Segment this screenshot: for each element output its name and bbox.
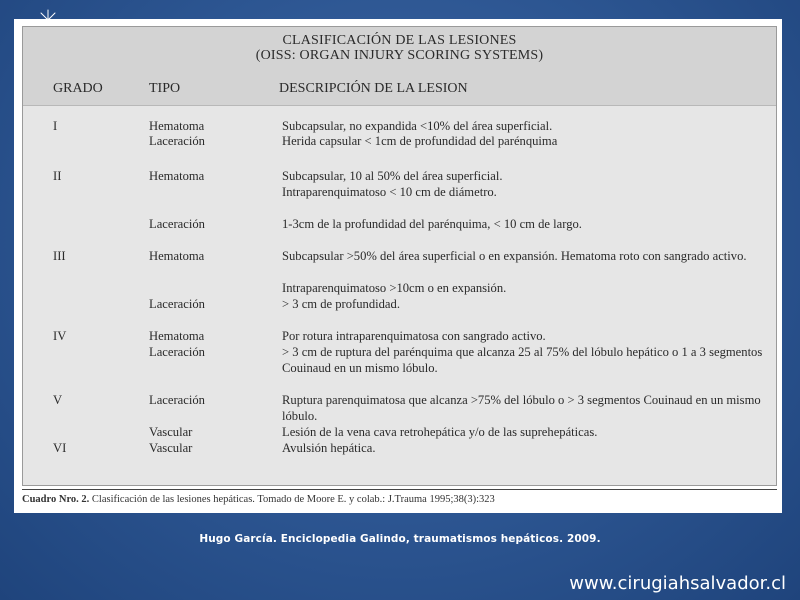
cell-descripcion: Subcapsular >50% del área superficial o en expansión. Hematoma roto con sangrado activo. xyxy=(282,249,747,263)
cell-grado: VI xyxy=(53,441,67,455)
classification-table xyxy=(22,26,777,486)
cell-tipo: Hematoma xyxy=(149,119,205,133)
cell-descripcion: Subcapsular, no expandida <10% del área superficial. xyxy=(282,119,553,133)
cell-grado: I xyxy=(53,119,58,133)
table-header xyxy=(23,27,776,106)
cell-descripcion: Avulsión hepática. xyxy=(282,441,376,455)
column-header-tipo: TIPO xyxy=(149,81,181,96)
caption-divider xyxy=(22,489,777,490)
cell-tipo: Laceración xyxy=(149,217,205,231)
cell-tipo: Hematoma xyxy=(149,169,205,183)
cell-tipo: Laceración xyxy=(149,345,205,359)
cell-tipo: Laceración xyxy=(149,134,205,148)
cell-descripcion: 1-3cm de la profundidad del parénquima, < 10 cm de largo. xyxy=(282,217,582,231)
cell-tipo: Hematoma xyxy=(149,329,205,343)
cell-descripcion: Por rotura intraparenquimatosa con sangrado activo. xyxy=(282,329,546,343)
column-header-grado: GRADO xyxy=(53,81,103,96)
cell-descripcion: Herida capsular < 1cm de profundidad del parénquima xyxy=(282,134,558,148)
cell-descripcion: > 3 cm de profundidad. xyxy=(282,297,400,311)
table-caption xyxy=(22,494,782,505)
caption-text: Clasificación de las lesiones hepáticas. Tomado de Moore E. y colab.: J.Trauma 1995;38(3):323 xyxy=(91,494,495,505)
cell-grado: IV xyxy=(53,329,67,343)
cell-descripcion: Subcapsular, 10 al 50% del área superficial. xyxy=(282,169,503,183)
cell-grado: V xyxy=(53,393,63,407)
slide-card xyxy=(14,19,782,513)
cell-tipo: Hematoma xyxy=(149,249,205,263)
table-title: CLASIFICACIÓN DE LAS LESIONES xyxy=(282,33,517,48)
cell-descripcion: Intraparenquimatoso < 10 cm de diámetro. xyxy=(282,185,497,199)
website-url: www.cirugiahsalvador.cl xyxy=(569,573,786,594)
cell-tipo: Laceración xyxy=(149,297,205,311)
cell-tipo: Vascular xyxy=(149,441,193,455)
cell-tipo: Laceración xyxy=(149,393,205,407)
column-header-descripcion: DESCRIPCIÓN DE LA LESION xyxy=(279,81,468,96)
cell-descripcion: Intraparenquimatoso >10cm o en expansión. xyxy=(282,281,507,295)
cell-grado: III xyxy=(53,249,66,263)
caption-label: Cuadro Nro. 2. xyxy=(22,494,90,505)
cell-descripcion: > 3 cm de ruptura del parénquima que alcanza 25 al 75% del lóbulo hepático o 1 a 3 segmentos Couinaud en un mismo lóbulo. xyxy=(282,345,763,375)
table-subtitle: (OISS: ORGAN INJURY SCORING SYSTEMS) xyxy=(255,48,544,63)
cell-grado: II xyxy=(53,169,62,183)
cell-descripcion: Ruptura parenquimatosa que alcanza >75% del lóbulo o > 3 segmentos Couinaud en un mismo lóbulo. xyxy=(282,393,761,423)
source-citation: Hugo García. Enciclopedia Galindo, traumatismos hepáticos. 2009. xyxy=(199,533,601,545)
cell-descripcion: Lesión de la vena cava retrohepática y/o de las suprehepáticas. xyxy=(282,425,598,439)
cell-tipo: Vascular xyxy=(149,425,193,439)
